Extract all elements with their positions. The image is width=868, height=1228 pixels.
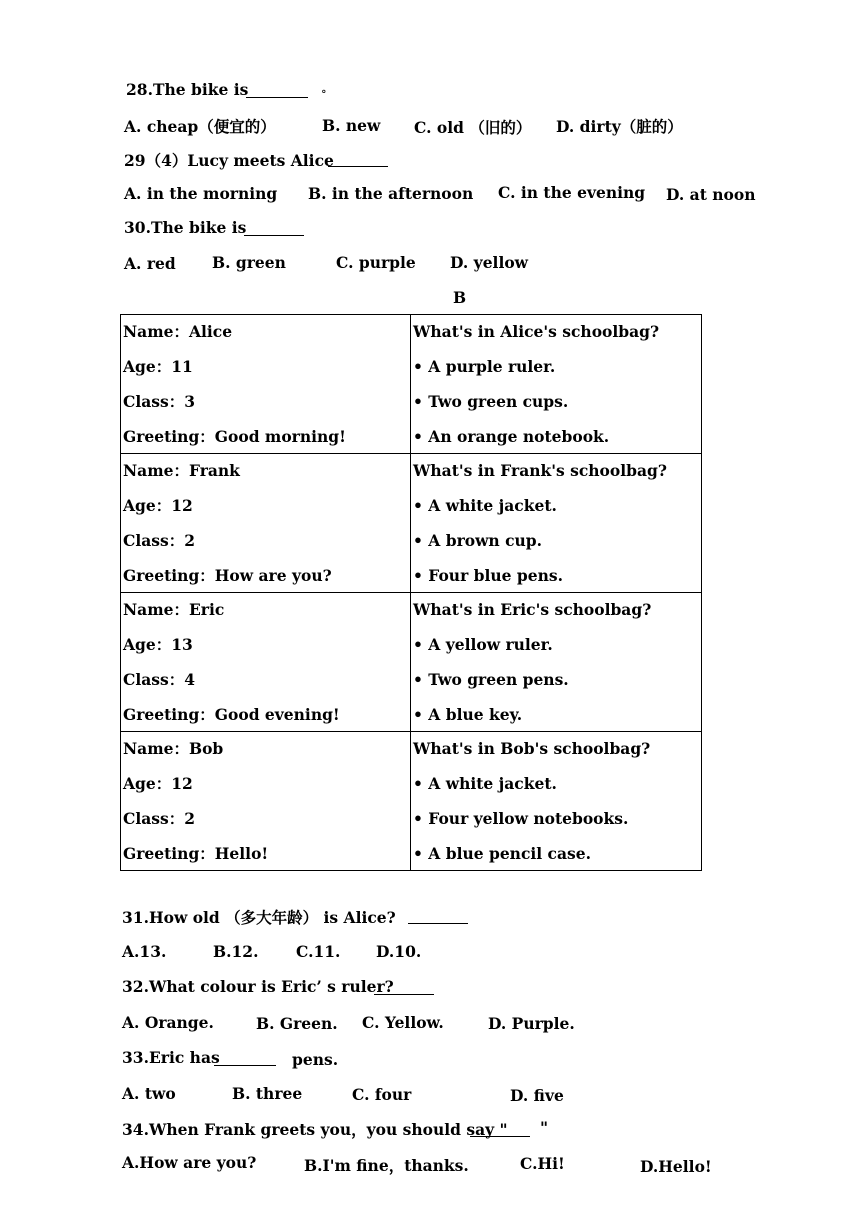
option-33-c[interactable]: C. four: [352, 1085, 412, 1104]
schoolbag-cell: [411, 454, 702, 593]
student-greeting: Greeting：Hello!: [123, 844, 269, 863]
student-name: Name：Alice: [123, 322, 233, 341]
student-age: Age：13: [123, 635, 193, 654]
schoolbag-item: • Four yellow notebooks.: [413, 809, 629, 828]
student-greeting: Greeting：Good evening!: [123, 705, 340, 724]
answer-blank-33[interactable]: [214, 1051, 276, 1066]
passage-table: [120, 314, 702, 871]
option-31-b[interactable]: B.12.: [213, 942, 259, 961]
table-row: [121, 315, 702, 454]
option-34-a[interactable]: A.How are you?: [122, 1153, 257, 1172]
option-31-a[interactable]: A.13.: [122, 942, 167, 961]
student-class: Class：2: [123, 809, 196, 828]
answer-blank-28[interactable]: [246, 83, 308, 98]
option-30-c[interactable]: C. purple: [336, 253, 416, 272]
question-29-stem: 29（4）Lucy meets Alice: [124, 151, 334, 170]
question-33-tail: pens.: [292, 1050, 339, 1069]
option-28-d[interactable]: D. dirty（脏的）: [556, 117, 683, 136]
table-row: [121, 454, 702, 593]
schoolbag-item: • A blue key.: [413, 705, 523, 724]
schoolbag-title: What's in Eric's schoolbag?: [413, 600, 652, 619]
schoolbag-title: What's in Frank's schoolbag?: [413, 461, 667, 480]
question-33-stem: 33.Eric has: [122, 1048, 220, 1067]
question-28-stem: 28.The bike is: [126, 80, 249, 99]
student-greeting: Greeting：How are you?: [123, 566, 332, 585]
option-29-a[interactable]: A. in the morning: [124, 184, 278, 203]
student-name: Name：Bob: [123, 739, 224, 758]
option-30-b[interactable]: B. green: [212, 253, 286, 272]
student-age: Age：12: [123, 496, 193, 515]
student-class: Class：2: [123, 531, 196, 550]
stray-dot: 。: [322, 84, 332, 95]
option-28-c[interactable]: C. old （旧的）: [414, 118, 532, 137]
option-28-a[interactable]: A. cheap（便宜的）: [124, 117, 276, 136]
schoolbag-item: • An orange notebook.: [413, 427, 610, 446]
option-28-b[interactable]: B. new: [322, 116, 381, 135]
schoolbag-cell: [411, 593, 702, 732]
option-30-a[interactable]: A. red: [124, 254, 176, 273]
student-class: Class：4: [123, 670, 196, 689]
option-33-a[interactable]: A. two: [122, 1084, 176, 1103]
question-31-stem: 31.How old （多大年龄） is Alice?: [122, 908, 396, 927]
option-32-c[interactable]: C. Yellow.: [362, 1013, 444, 1032]
student-info-cell: [121, 454, 411, 593]
schoolbag-item: • A purple ruler.: [413, 357, 556, 376]
schoolbag-item: • A yellow ruler.: [413, 635, 553, 654]
schoolbag-item: • Two green pens.: [413, 670, 569, 689]
question-34-stem: 34.When Frank greets you，you should say ": [122, 1120, 508, 1139]
schoolbag-item: • Two green cups.: [413, 392, 569, 411]
option-29-d[interactable]: D. at noon: [666, 185, 756, 204]
schoolbag-cell: [411, 315, 702, 454]
option-34-b[interactable]: B.I'm fine，thanks.: [304, 1156, 469, 1175]
schoolbag-item: • Four blue pens.: [413, 566, 563, 585]
schoolbag-title: What's in Alice's schoolbag?: [413, 322, 660, 341]
option-34-c[interactable]: C.Hi!: [520, 1154, 565, 1173]
option-31-c[interactable]: C.11.: [296, 942, 341, 961]
schoolbag-item: • A white jacket.: [413, 774, 557, 793]
student-age: Age：12: [123, 774, 193, 793]
answer-blank-34[interactable]: [470, 1122, 530, 1137]
student-class: Class：3: [123, 392, 196, 411]
option-32-a[interactable]: A. Orange.: [122, 1013, 214, 1032]
answer-blank-31[interactable]: [408, 909, 468, 924]
option-29-b[interactable]: B. in the afternoon: [308, 184, 474, 203]
option-34-d[interactable]: D.Hello!: [640, 1157, 712, 1176]
section-b-title: B: [453, 288, 467, 307]
table-row: [121, 732, 702, 871]
option-29-c[interactable]: C. in the evening: [498, 183, 646, 202]
student-info-cell: [121, 732, 411, 871]
schoolbag-title: What's in Bob's schoolbag?: [413, 739, 651, 758]
schoolbag-item: • A brown cup.: [413, 531, 543, 550]
option-32-b[interactable]: B. Green.: [256, 1014, 338, 1033]
schoolbag-item: • A blue pencil case.: [413, 844, 592, 863]
answer-blank-32[interactable]: [374, 980, 434, 995]
question-34-tail: ": [540, 1118, 549, 1137]
option-33-b[interactable]: B. three: [232, 1084, 303, 1103]
schoolbag-cell: [411, 732, 702, 871]
question-30-stem: 30.The bike is: [124, 218, 247, 237]
answer-blank-30[interactable]: [244, 221, 304, 236]
student-info-cell: [121, 315, 411, 454]
answer-blank-29[interactable]: [328, 152, 388, 167]
student-greeting: Greeting：Good morning!: [123, 427, 346, 446]
option-33-d[interactable]: D. five: [510, 1086, 564, 1105]
student-info-cell: [121, 593, 411, 732]
question-32-stem: 32.What colour is Eric’ s ruler?: [122, 977, 394, 996]
student-name: Name：Eric: [123, 600, 225, 619]
schoolbag-item: • A white jacket.: [413, 496, 557, 515]
table-row: [121, 593, 702, 732]
student-name: Name：Frank: [123, 461, 240, 480]
student-age: Age：11: [123, 357, 193, 376]
option-31-d[interactable]: D.10.: [376, 942, 422, 961]
option-30-d[interactable]: D. yellow: [450, 253, 529, 272]
option-32-d[interactable]: D. Purple.: [488, 1014, 575, 1033]
